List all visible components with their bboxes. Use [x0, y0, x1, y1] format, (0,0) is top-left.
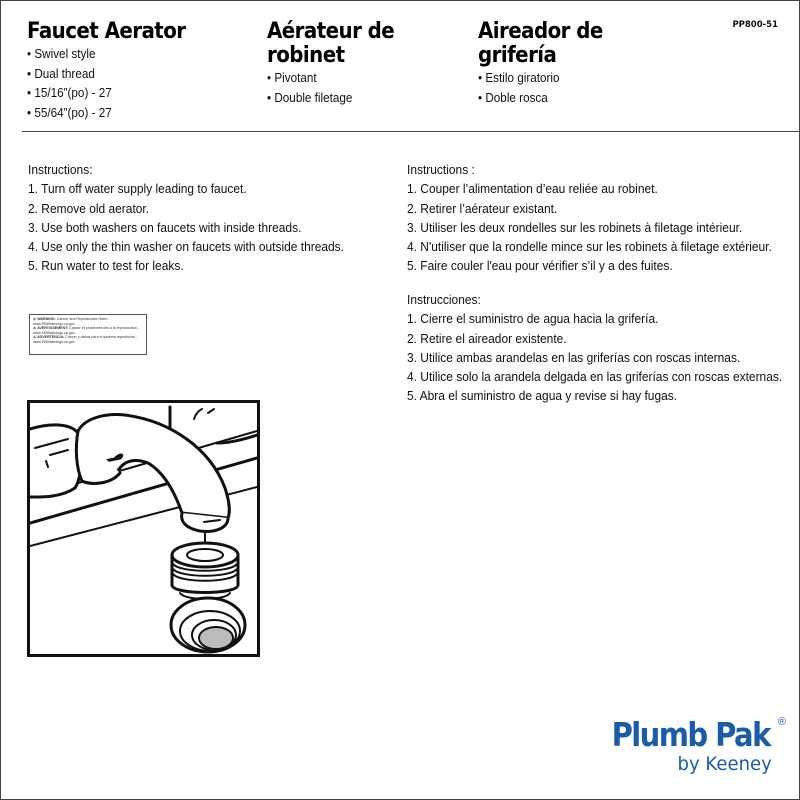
instruction-step: 1. Turn off water supply leading to faucet.	[28, 181, 247, 197]
instructions-english	[28, 160, 344, 276]
instructions-heading: Instructions:	[28, 162, 93, 177]
instructions-spanish	[407, 290, 782, 406]
title-french-line1: Aérateur de	[267, 19, 395, 44]
faucet-aerator-illustration	[27, 400, 260, 657]
instructions-heading: Instructions :	[407, 162, 475, 177]
feature-item: • Double filetage	[267, 88, 352, 108]
instruction-steps	[407, 179, 772, 275]
instructions-heading: Instrucciones:	[407, 292, 481, 307]
features-spanish	[478, 68, 559, 107]
feature-item: • Dual thread	[27, 64, 112, 84]
instruction-step: 2. Retirer l’aérateur existant.	[407, 200, 558, 216]
feature-item: • 15/16”(po) - 27	[27, 83, 112, 103]
brand-logo	[590, 717, 784, 775]
instruction-step: 4. N'utiliser que la rondelle mince sur les robinets à filetage extérieur.	[407, 239, 772, 255]
sku-code: PP800-51	[732, 20, 778, 30]
prop65-warning-box	[29, 314, 147, 355]
warning-text-es: Cáncer y daños para el sistema reproductor - www.P65Warnings.ca.gov	[33, 335, 138, 344]
feature-item: • 55/64”(po) - 27	[27, 103, 112, 123]
title-french-line2: robinet	[267, 43, 345, 68]
title-french	[267, 20, 394, 68]
feature-item: • Estilo giratorio	[478, 68, 559, 88]
feature-item: • Swivel style	[27, 44, 112, 64]
faucet-drawing-icon	[30, 403, 257, 654]
instruction-step: 1. Couper l’alimentation d’eau reliée au robinet.	[407, 181, 658, 197]
features-french	[267, 68, 352, 107]
header-divider	[22, 131, 800, 132]
title-spanish-line2: grifería	[478, 43, 557, 68]
warning-text-en: Cancer and Reproductive Harm - www.P65Warnings.ca.gov	[33, 317, 110, 326]
warning-label-fr: ⚠ AVERTISSEMENT:	[33, 326, 69, 331]
instruction-step: 1. Cierre el suministro de agua hacia la grifería.	[407, 311, 659, 327]
instructions-french	[407, 160, 772, 276]
instruction-step: 3. Utiliser les deux rondelles sur les robinets à filetage intérieur.	[407, 219, 743, 235]
instruction-step: 5. Faire couler l'eau pour vérifier s’il y a des fuites.	[407, 258, 673, 274]
brand-subtitle: by Keeney	[677, 753, 772, 775]
instruction-step: 4. Use only the thin washer on faucets with outside threads.	[28, 239, 344, 255]
features-english	[27, 44, 112, 122]
warning-label-en: ⚠ WARNING:	[33, 317, 56, 321]
instruction-step: 2. Retire el aireador existente.	[407, 330, 567, 346]
instruction-step: 5. Run water to test for leaks.	[28, 258, 184, 274]
warning-label-es: ⚠ ADVERTENCIA:	[33, 335, 65, 340]
title-spanish	[478, 20, 603, 68]
registered-mark: ®	[777, 716, 786, 728]
feature-item: • Pivotant	[267, 68, 352, 88]
title-english: Faucet Aerator	[27, 19, 186, 44]
instruction-step: 4. Utilice solo la arandela delgada en las griferías con roscas externas.	[407, 369, 783, 385]
instruction-steps	[407, 309, 782, 405]
instruction-step: 3. Use both washers on faucets with inside threads.	[28, 219, 302, 235]
warning-text-fr: Cancer et problèmes liés à la reproduction - www.P65Warnings.ca.gov	[33, 326, 139, 335]
instruction-steps	[28, 179, 344, 275]
title-spanish-line1: Aireador de	[478, 19, 603, 44]
instruction-step: 3. Utilice ambas arandelas en las griferías con roscas internas.	[407, 349, 741, 365]
feature-item: • Doble rosca	[478, 88, 559, 108]
instruction-step: 2. Remove old aerator.	[28, 200, 150, 216]
brand-name: Plumb Pak	[611, 715, 770, 754]
instruction-step: 5. Abra el suministro de agua y revise si hay fugas.	[407, 388, 678, 404]
